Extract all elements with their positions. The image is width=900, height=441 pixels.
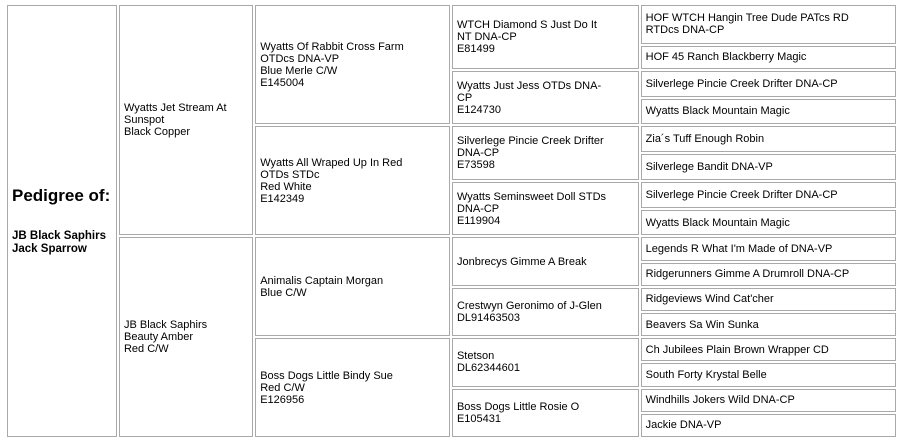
sire-line: Black Copper xyxy=(123,126,191,139)
gggp-line: Ch Jubilees Plain Brown Wrapper CD xyxy=(645,343,829,356)
great-grandparent-line: E105431 xyxy=(456,412,502,425)
grandparent-line: OTDcs DNA-VP xyxy=(260,52,340,65)
gggp-cell xyxy=(641,237,896,260)
sire-cell xyxy=(119,5,253,235)
great-grandparent-line: DNA-CP xyxy=(456,202,500,215)
great-grandparent-line: Crestwyn Geronimo of J-Glen xyxy=(456,299,602,312)
great-grandparent-line: Stetson xyxy=(456,350,495,363)
gggp-cell xyxy=(641,414,896,437)
dam-line: Beauty Amber xyxy=(123,331,194,344)
gggp-line: Jackie DNA-VP xyxy=(645,419,722,432)
grandparent-line: Boss Dogs Little Bindy Sue xyxy=(260,369,393,382)
gggp-cell xyxy=(641,288,896,311)
gggp-cell xyxy=(641,99,896,125)
pedigree-table xyxy=(5,3,898,439)
gggp-line: Silverlege Pincie Creek Drifter DNA-CP xyxy=(645,188,838,201)
sire-line: Sunspot xyxy=(123,114,165,127)
gggp-line: HOF WTCH Hangin Tree Dude PATcs RD xyxy=(645,12,849,25)
gggp-cell xyxy=(641,154,896,180)
grandparent-line: Red C/W xyxy=(260,381,305,394)
gggp-cell xyxy=(641,46,896,69)
great-grandparent-line: WTCH Diamond S Just Do It xyxy=(456,18,597,31)
great-grandparent-line: DL91463503 xyxy=(456,311,520,324)
gggp-line: Windhills Jokers Wild DNA-CP xyxy=(645,394,795,407)
gggp-line: Zia´s Tuff Enough Robin xyxy=(645,133,765,146)
dam-cell xyxy=(119,237,253,437)
grandparent-cell xyxy=(255,237,450,336)
gggp-cell xyxy=(641,182,896,208)
dam-line: Red C/W xyxy=(123,343,169,356)
gggp-line: Ridgeviews Wind Cat'cher xyxy=(645,293,774,306)
gggp-line: South Forty Krystal Belle xyxy=(645,368,767,381)
grandparent-line: Animalis Captain Morgan xyxy=(260,274,384,287)
grandparent-line: Blue Merle C/W xyxy=(260,64,338,77)
grandparent-line: Blue C/W xyxy=(260,286,307,299)
great-grandparent-line: E81499 xyxy=(456,42,495,55)
great-grandparent-cell xyxy=(452,288,639,336)
gggp-cell xyxy=(641,5,896,44)
gggp-cell xyxy=(641,210,896,236)
dam-line: JB Black Saphirs xyxy=(123,319,208,332)
gggp-cell xyxy=(641,389,896,412)
gggp-line: RTDcs DNA-CP xyxy=(645,24,725,37)
great-grandparent-cell xyxy=(452,389,639,437)
grandparent-line: Wyatts Of Rabbit Cross Farm xyxy=(260,40,404,53)
subject-name-line: Jack Sparrow xyxy=(12,243,87,255)
grandparent-line: OTDs STDc xyxy=(260,168,320,181)
grandparent-line: Red White xyxy=(260,180,312,193)
great-grandparent-cell xyxy=(452,237,639,285)
grandparent-cell xyxy=(255,126,450,235)
subject-name xyxy=(12,230,112,256)
gggp-line: HOF 45 Ranch Blackberry Magic xyxy=(645,51,807,64)
gggp-line: Beavers Sa Win Sunka xyxy=(645,318,759,331)
grandparent-cell xyxy=(255,5,450,124)
great-grandparent-line: Wyatts Just Jess OTDs DNA- xyxy=(456,79,602,92)
great-grandparent-line: CP xyxy=(456,91,473,104)
gggp-cell xyxy=(641,363,896,386)
great-grandparent-line: Jonbrecys Gimme A Break xyxy=(456,255,587,268)
gggp-cell xyxy=(641,338,896,361)
great-grandparent-line: E124730 xyxy=(456,103,502,116)
great-grandparent-line: NT DNA-CP xyxy=(456,30,517,43)
grandparent-line: Wyatts All Wraped Up In Red xyxy=(260,156,403,169)
gggp-line: Wyatts Black Mountain Magic xyxy=(645,105,790,118)
gggp-cell xyxy=(641,126,896,152)
great-grandparent-line: Silverlege Pincie Creek Drifter xyxy=(456,135,604,148)
grandparent-line: E126956 xyxy=(260,393,305,406)
great-grandparent-line: E119904 xyxy=(456,214,501,227)
gggp-cell xyxy=(641,71,896,97)
gggp-cell xyxy=(641,313,896,336)
great-grandparent-line: DNA-CP xyxy=(456,147,500,160)
grandparent-cell xyxy=(255,338,450,437)
gggp-line: Ridgerunners Gimme A Drumroll DNA-CP xyxy=(645,268,850,281)
pedigree-heading: Pedigree of: xyxy=(12,186,111,205)
grandparent-line: E142349 xyxy=(260,192,305,205)
great-grandparent-line: E73598 xyxy=(456,159,495,172)
great-grandparent-line: DL62344601 xyxy=(456,362,520,375)
gggp-line: Silverlege Pincie Creek Drifter DNA-CP xyxy=(645,77,838,90)
great-grandparent-line: Boss Dogs Little Rosie O xyxy=(456,400,580,413)
gggp-line: Silverlege Bandit DNA-VP xyxy=(645,161,773,173)
great-grandparent-cell xyxy=(452,71,639,125)
gggp-line: Legends R What I'm Made of DNA-VP xyxy=(645,243,833,256)
great-grandparent-line: Wyatts Seminsweet Doll STDs xyxy=(456,190,607,203)
great-grandparent-cell xyxy=(452,338,639,386)
great-grandparent-cell xyxy=(452,126,639,180)
grandparent-line: E145004 xyxy=(260,76,305,89)
sire-line: Wyatts Jet Stream At xyxy=(123,102,227,115)
subject-name-line: JB Black Saphirs xyxy=(12,230,106,242)
subject-cell xyxy=(7,5,117,437)
gggp-line: Wyatts Black Mountain Magic xyxy=(645,216,790,229)
great-grandparent-cell xyxy=(452,5,639,69)
gggp-cell xyxy=(641,263,896,286)
great-grandparent-cell xyxy=(452,182,639,236)
